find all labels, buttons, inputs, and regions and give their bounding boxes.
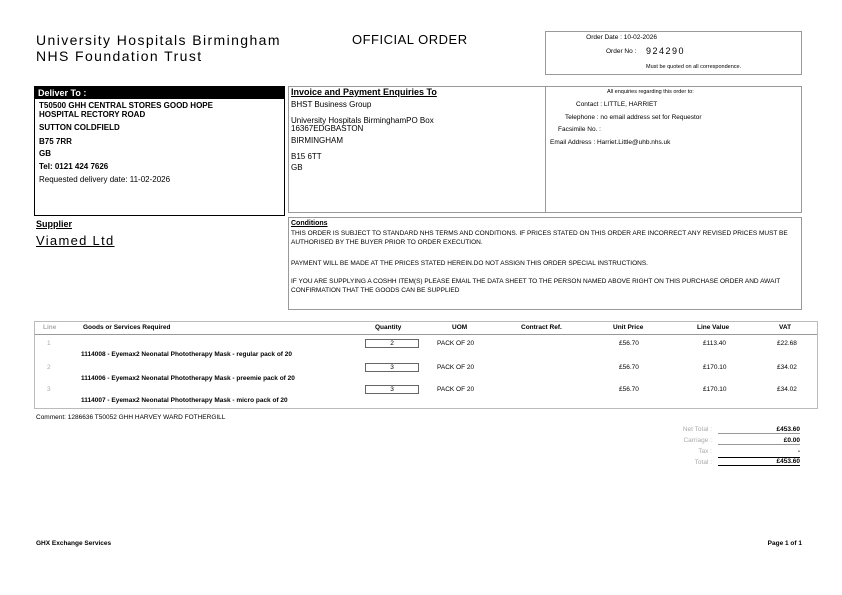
invoice-line2: University Hospitals BirminghamPO Box	[291, 116, 434, 125]
row1-line: 1	[47, 340, 51, 347]
deliver-to-box	[34, 86, 285, 216]
carriage-label: Carriage :	[683, 437, 712, 444]
row1-qty: 2	[365, 339, 419, 348]
col-vat-header: VAT	[779, 324, 792, 331]
conditions-p2: PAYMENT WILL BE MADE AT THE PRICES STATED HEREIN.DO NOT ASSIGN THIS ORDER SPECIAL INSTRUCTIONS.	[291, 260, 648, 267]
enquiries-email: Email Address : Harriet.Little@uhb.nhs.uk	[550, 139, 671, 146]
row1-vat: £22.68	[777, 340, 797, 347]
row3-unit-price: £56.70	[619, 386, 639, 393]
conditions-heading: Conditions	[291, 220, 328, 227]
invoice-line4: BIRMINGHAM	[291, 136, 343, 145]
row1-uom: PACK OF 20	[437, 340, 475, 347]
conditions-p3: IF YOU ARE SUPPLYING A COSHH ITEM(S) PLEASE EMAIL THE DATA SHEET TO THE PERSON NAMED ABOVE RIGHT ON THIS PURCHASE ORDER AND AWAIT CONFIRMATION THAT THE GOODS CAN BE SUPPLIED	[291, 278, 781, 294]
row3-uom: PACK OF 20	[437, 386, 475, 393]
enquiries-note: All enquiries regarding this order to:	[607, 89, 694, 95]
row3-description: 1114007 - Eyemax2 Neonatal Phototherapy Mask - micro pack of 20	[81, 397, 288, 404]
row3-line: 3	[47, 386, 51, 393]
invoice-line3: 16367EDGBASTON	[291, 124, 364, 133]
col-uom-header: UOM	[452, 324, 468, 331]
total-label: Total :	[694, 459, 712, 466]
order-info-box	[545, 31, 802, 75]
invoice-line5: B15 6TT	[291, 152, 322, 161]
row1-line-value: £113.40	[703, 340, 727, 347]
enquiries-contact: Contact : LITTLE, HARRIET	[576, 101, 658, 108]
page-number: Page 1 of 1	[767, 540, 802, 547]
deliver-line5: GB	[39, 149, 51, 158]
conditions-p1: THIS ORDER IS SUBJECT TO STANDARD NHS TERMS AND CONDITIONS. IF PRICES STATED ON THIS ORDER ARE INCORRECT ANY REVISED PRICES MUST BE AUTHORISED BY THE BUYER PRIOR TO ORDER EXECUTION.	[291, 230, 788, 246]
order-date: Order Date : 10-02-2026	[586, 34, 657, 41]
row3-qty: 3	[365, 385, 419, 394]
row1-description: 1114008 - Eyemax2 Neonatal Phototherapy Mask - regular pack of 20	[81, 351, 292, 358]
deliver-line2: HOSPITAL RECTORY ROAD	[39, 110, 146, 119]
tax-value: -	[797, 448, 800, 455]
invoice-line6: GB	[291, 163, 303, 172]
row2-line-value: £170.10	[703, 364, 727, 371]
row3-line-value: £170.10	[703, 386, 727, 393]
row2-uom: PACK OF 20	[437, 364, 475, 371]
header-rule	[35, 334, 817, 335]
col-contract-header: Contract Ref.	[521, 324, 562, 331]
deliver-phone: Tel: 0121 424 7626	[39, 162, 109, 171]
invoice-line1: BHST Business Group	[291, 100, 372, 109]
invoice-heading: Invoice and Payment Enquiries To	[291, 87, 437, 97]
net-total-label: Net Total :	[682, 426, 712, 433]
col-line-header: Line	[43, 324, 57, 331]
row2-description: 1114006 - Eyemax2 Neonatal Phototherapy Mask - preemie pack of 20	[81, 375, 295, 382]
deliver-line3: SUTTON COLDFIELD	[39, 123, 120, 132]
row2-unit-price: £56.70	[619, 364, 639, 371]
org-name-line1: University Hospitals Birmingham	[36, 32, 281, 48]
order-no-label: Order No :	[606, 48, 637, 55]
net-total-value: £453.60	[718, 426, 800, 434]
order-comment: Comment: 1286636 T50052 GHH HARVEY WARD FOTHERGILL	[36, 414, 226, 421]
footer-left: GHX Exchange Services	[36, 540, 112, 547]
row2-line: 2	[47, 364, 51, 371]
org-name-line2: NHS Foundation Trust	[36, 48, 203, 64]
deliver-line1: T50500 GHH CENTRAL STORES GOOD HOPE	[39, 101, 213, 110]
conditions-box	[288, 217, 802, 310]
document-title: OFFICIAL ORDER	[352, 32, 468, 47]
invoice-box	[288, 86, 802, 213]
invoice-divider	[545, 87, 546, 212]
row1-unit-price: £56.70	[619, 340, 639, 347]
deliver-to-heading: Deliver To :	[35, 87, 284, 99]
col-goods-header: Goods or Services Required	[83, 324, 171, 331]
items-table	[34, 321, 818, 409]
requested-delivery-date: Requested delivery date: 11-02-2026	[39, 175, 171, 184]
supplier-heading: Supplier	[36, 219, 73, 229]
row2-vat: £34.02	[777, 364, 797, 371]
enquiries-fax: Facsimile No. :	[558, 126, 601, 133]
total-value: £453.60	[718, 457, 800, 466]
enquiries-telephone: Telephone : no email address set for Requestor	[565, 114, 702, 121]
supplier-name: Viamed Ltd	[36, 233, 115, 248]
tax-label: Tax :	[698, 448, 712, 455]
col-line-value-header: Line Value	[697, 324, 730, 331]
row2-qty: 3	[365, 363, 419, 372]
order-note: Must be quoted on all correspondence.	[646, 64, 742, 70]
carriage-value: £0.00	[718, 437, 800, 445]
row3-vat: £34.02	[777, 386, 797, 393]
col-unit-price-header: Unit Price	[613, 324, 644, 331]
order-number: 924290	[646, 46, 686, 56]
deliver-line4: B75 7RR	[39, 137, 72, 146]
col-quantity-header: Quantity	[375, 324, 402, 331]
